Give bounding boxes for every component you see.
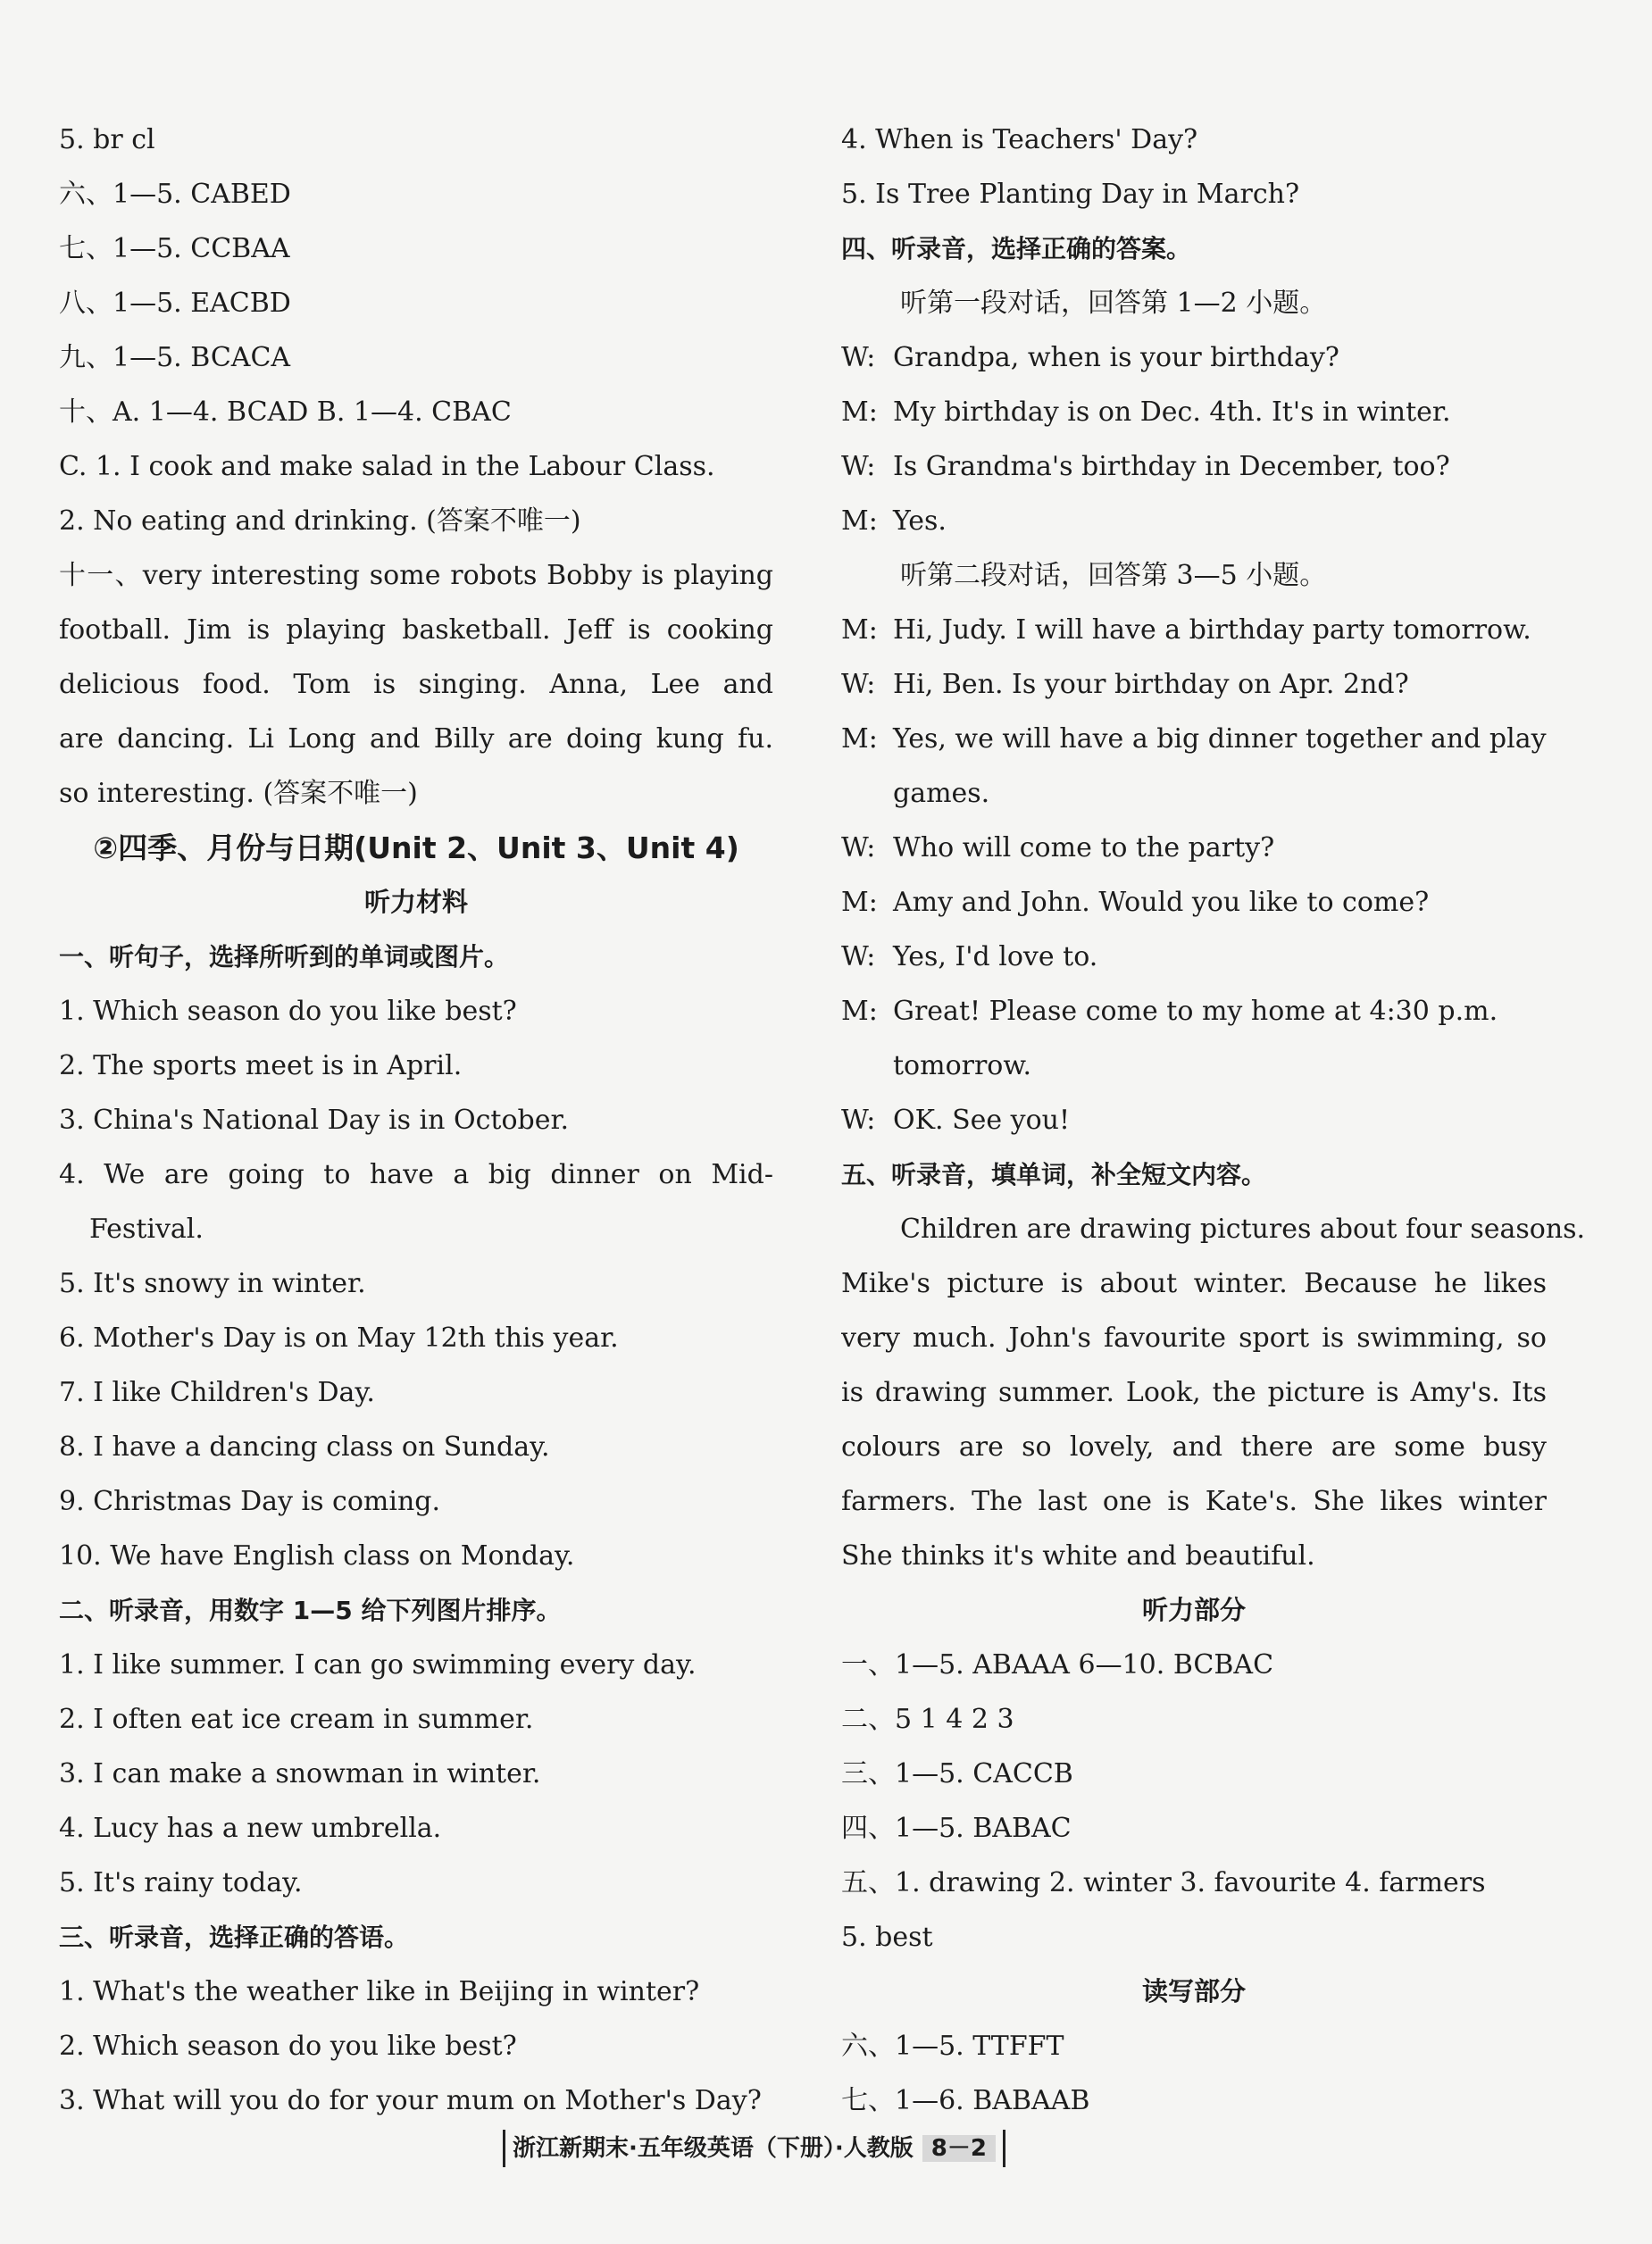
speaker-label: M: [841, 396, 878, 428]
script-line: 9. Christmas Day is coming. [59, 1486, 441, 1517]
script-line: 5. It's rainy today. [59, 1867, 303, 1898]
speaker-label: W: [841, 669, 876, 700]
dialogue-continuation: tomorrow. [893, 1050, 1032, 1081]
speaker-label: M: [841, 614, 878, 646]
answer-line: 一、1—5. ABAAA 6—10. BCBAC [841, 1649, 1274, 1681]
dialogue-line [841, 984, 1547, 1039]
answer-line: football. Jim is playing basketball. Jeff is cooking [59, 614, 773, 646]
dialogue-text: Grandpa, when is your birthday? [893, 342, 1339, 373]
script-line: 3. China's National Day is in October. [59, 1105, 570, 1136]
dialogue-line [841, 657, 1547, 712]
script-line: 1. I like summer. I can go swimming every day. [59, 1649, 697, 1681]
speaker-label: W: [841, 1105, 876, 1136]
passage-line: is drawing summer. Look, the picture is Amy's. Its [841, 1377, 1547, 1408]
speaker-label: W: [841, 941, 876, 972]
section-title: ②四季、月份与日期(Unit 2、Unit 3、Unit 4) [93, 830, 739, 865]
answer-line: 二、5 1 4 2 3 [841, 1704, 1014, 1735]
script-line: 7. I like Children's Day. [59, 1377, 375, 1408]
dialogue-text: OK. See you! [893, 1105, 1071, 1136]
dialogue-line [841, 385, 1547, 439]
subsection-heading: 读写部分 [1141, 1976, 1246, 2006]
script-line: 3. I can make a snowman in winter. [59, 1758, 541, 1789]
dialogue-text: Great! Please come to my home at 4:30 p.m. [893, 996, 1498, 1027]
script-line: 1. Which season do you like best? [59, 996, 517, 1027]
dialogue-text: My birthday is on Dec. 4th. It's in winter. [893, 396, 1451, 428]
script-line: 2. I often eat ice cream in summer. [59, 1704, 534, 1735]
script-line: 4. Lucy has a new umbrella. [59, 1813, 442, 1844]
answer-line: 5. best [841, 1922, 933, 1953]
answer-line: 四、1—5. BABAC [841, 1813, 1072, 1844]
script-line: 10. We have English class on Monday. [59, 1540, 575, 1572]
left-column [59, 113, 773, 2128]
script-line: 1. What's the weather like in Beijing in winter? [59, 1976, 700, 2007]
dialogue-line [841, 930, 1547, 984]
script-line: 4. We are going to have a big dinner on Mid- [59, 1159, 773, 1190]
question-heading: 一、听句子，选择所听到的单词或图片。 [59, 942, 510, 972]
answer-line: 五、1. drawing 2. winter 3. favourite 4. farmers [841, 1867, 1486, 1898]
speaker-label: M: [841, 723, 878, 755]
script-line: Festival. [89, 1214, 204, 1245]
dialogue-text: Hi, Ben. Is your birthday on Apr. 2nd? [893, 669, 1409, 700]
speaker-label: W: [841, 832, 876, 863]
speaker-label: W: [841, 451, 876, 482]
right-column [841, 113, 1586, 2128]
subsection-heading: 听力部分 [1141, 1595, 1246, 1625]
script-line: 6. Mother's Day is on May 12th this year. [59, 1322, 619, 1354]
script-line: 5. Is Tree Planting Day in March? [841, 179, 1300, 210]
script-line: 2. The sports meet is in April. [59, 1050, 463, 1081]
dialogue-text: Yes. [893, 505, 947, 537]
question-heading: 二、听录音，用数字 1—5 给下列图片排序。 [59, 1596, 562, 1625]
script-line: 2. Which season do you like best? [59, 2031, 517, 2062]
question-heading: 五、听录音，填单词，补全短文内容。 [841, 1160, 1267, 1189]
answer-line: so interesting. (答案不唯一) [59, 778, 418, 809]
dialogue-intro: 听第一段对话，回答第 1—2 小题。 [900, 288, 1327, 319]
page-number: 8－2 [922, 2135, 996, 2162]
answer-line: C. 1. I cook and make salad in the Labour Class. [59, 451, 715, 482]
passage-line: Mike's picture is about winter. Because he likes [841, 1268, 1547, 1299]
script-line: 5. It's snowy in winter. [59, 1268, 366, 1299]
dialogue-line [841, 494, 1547, 548]
answer-line: 5. br cl [59, 124, 155, 155]
dialogue-line [841, 875, 1547, 930]
dialogue-line [841, 603, 1547, 657]
script-line: 8. I have a dancing class on Sunday. [59, 1431, 550, 1463]
answer-line: 十、A. 1—4. BCAD B. 1—4. CBAC [59, 396, 512, 428]
passage-line: Children are drawing pictures about four seasons. [900, 1214, 1586, 1245]
speaker-label: M: [841, 887, 878, 918]
speaker-label: M: [841, 505, 878, 537]
answer-line: delicious food. Tom is singing. Anna, Lee and [59, 669, 773, 700]
answer-line: 七、1—5. CCBAA [59, 233, 290, 264]
answer-line: 六、1—5. CABED [59, 179, 291, 210]
script-line: 4. When is Teachers' Day? [841, 124, 1198, 155]
answer-line: 十一、very interesting some robots Bobby is playing [59, 560, 773, 591]
dialogue-line [841, 439, 1547, 494]
dialogue-line [841, 821, 1547, 875]
dialogue-text: Yes, we will have a big dinner together and play [893, 723, 1547, 755]
dialogue-text: Yes, I'd love to. [893, 941, 1098, 972]
speaker-label: W: [841, 342, 876, 373]
answer-line: 2. No eating and drinking. (答案不唯一) [59, 505, 581, 537]
dialogue-line [841, 712, 1547, 766]
dialogue-line [841, 1093, 1547, 1147]
dialogue-text: Amy and John. Would you like to come? [893, 887, 1430, 918]
passage-line: farmers. The last one is Kate's. She likes winter [841, 1486, 1547, 1517]
subsection-heading: 听力材料 [363, 887, 468, 917]
question-heading: 四、听录音，选择正确的答案。 [841, 234, 1192, 263]
dialogue-intro: 听第二段对话，回答第 3—5 小题。 [900, 560, 1327, 591]
answer-line: 六、1—5. TTFFT [841, 2031, 1064, 2062]
page-footer [503, 2130, 1005, 2167]
footer-book-title: 浙江新期末·五年级英语（下册）·人教版 [513, 2135, 914, 2162]
passage-line: colours are so lovely, and there are some busy [841, 1431, 1547, 1463]
script-line: 3. What will you do for your mum on Mother's Day? [59, 2085, 762, 2116]
dialogue-text: Is Grandma's birthday in December, too? [893, 451, 1450, 482]
dialogue-line [841, 330, 1547, 385]
dialogue-text: Who will come to the party? [893, 832, 1275, 863]
speaker-label: M: [841, 996, 878, 1027]
answer-line: 九、1—5. BCACA [59, 342, 291, 373]
passage-line: She thinks it's white and beautiful. [841, 1540, 1315, 1572]
answer-line: are dancing. Li Long and Billy are doing kung fu. [59, 723, 773, 755]
dialogue-continuation: games. [893, 778, 990, 809]
answer-line: 三、1—5. CACCB [841, 1758, 1073, 1789]
question-heading: 三、听录音，选择正确的答语。 [59, 1923, 410, 1952]
answer-line: 八、1—5. EACBD [59, 288, 291, 319]
answer-line: 七、1—6. BABAAB [841, 2085, 1090, 2116]
passage-line: very much. John's favourite sport is swimming, so [841, 1322, 1547, 1354]
dialogue-text: Hi, Judy. I will have a birthday party tomorrow. [893, 614, 1531, 646]
